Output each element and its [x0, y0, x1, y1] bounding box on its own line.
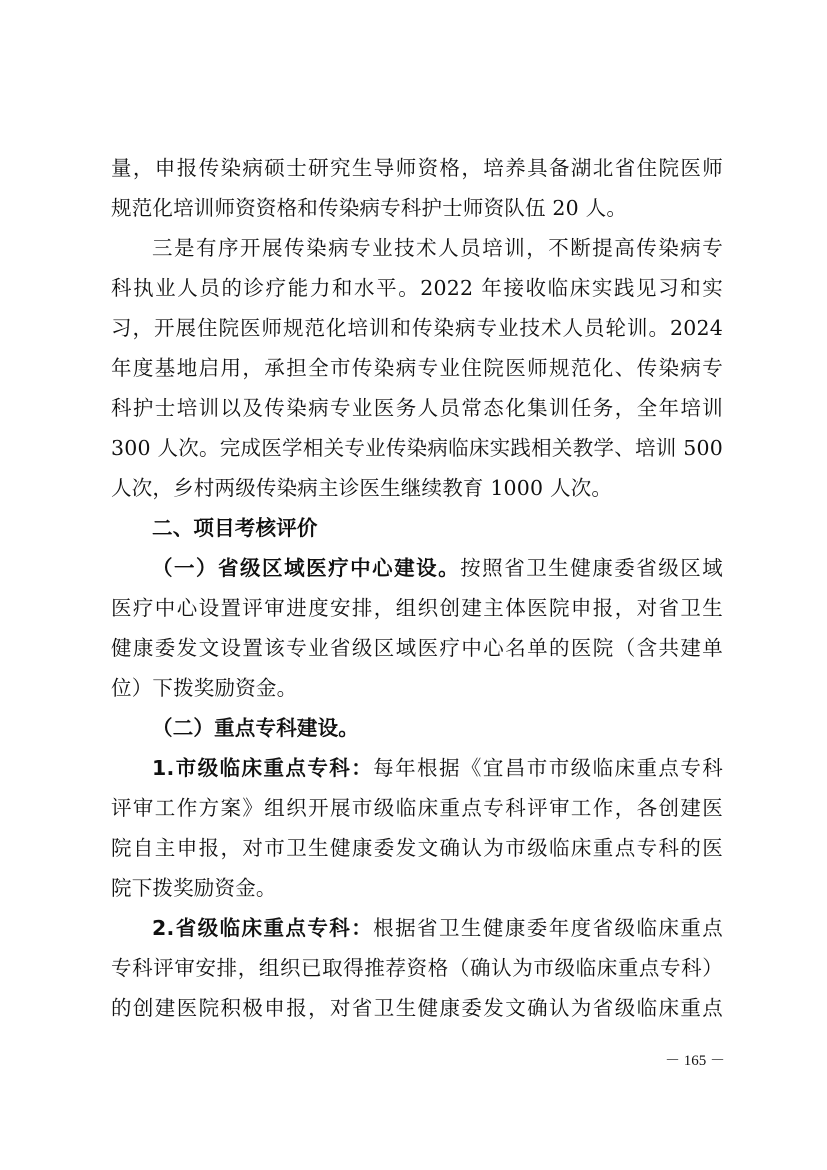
body-text: 每年根据《宜昌市市级临床重点专科	[373, 756, 723, 780]
body-text-line: 科执业人员的诊疗能力和水平。2022 年接收临床实践见习和实	[111, 276, 723, 300]
subsection-heading: （一）省级区域医疗中心建设。	[152, 556, 461, 580]
body-text-line: 的创建医院积极申报，对省卫生健康委发文确认为省级临床重点	[111, 996, 723, 1020]
subsection-line	[152, 714, 723, 742]
item-line	[152, 914, 723, 942]
body-text-line: 量，申报传染病硕士研究生导师资格，培养具备湖北省住院医师	[111, 156, 723, 180]
subsection-heading: （二）重点专科建设。	[152, 716, 359, 740]
body-text-line: 院下拨奖励资金。	[111, 876, 277, 900]
body-text-line: 评审工作方案》组织开展市级临床重点专科评审工作，各创建医	[111, 796, 723, 820]
body-text-line: 位）下拨奖励资金。	[111, 676, 298, 700]
body-text-line: 300 人次。完成医学相关专业传染病临床实践相关教学、培训 500	[111, 436, 723, 460]
body-text-line: 专科评审安排，组织已取得推荐资格（确认为市级临床重点专科）	[111, 956, 723, 980]
body-text-line: 院自主申报，对市卫生健康委发文确认为市级临床重点专科的医	[111, 836, 723, 860]
page-number: － 165 －	[664, 1053, 725, 1069]
section-heading: 二、项目考核评价	[152, 516, 318, 540]
item-heading: 2.省级临床重点专科：	[152, 916, 374, 940]
subsection-line	[152, 554, 723, 582]
body-text: 按照省卫生健康委省级区域	[460, 556, 723, 580]
body-text-line: 科护士培训以及传染病专业医务人员常态化集训任务，全年培训	[111, 396, 723, 420]
body-text-line: 健康委发文设置该专业省级区域医疗中心名单的医院（含共建单	[111, 636, 723, 660]
item-line	[152, 754, 723, 782]
body-text-line: 年度基地启用，承担全市传染病专业住院医师规范化、传染病专	[111, 356, 723, 380]
body-text-line: 三是有序开展传染病专业技术人员培训，不断提高传染病专	[152, 236, 723, 260]
body-text-line: 规范化培训师资资格和传染病专科护士师资队伍 20 人。	[111, 196, 628, 220]
item-heading: 1.市级临床重点专科：	[152, 756, 374, 780]
body-text-line: 医疗中心设置评审进度安排，组织创建主体医院申报，对省卫生	[111, 596, 723, 620]
body-text: 根据省卫生健康委年度省级临床重点	[373, 916, 723, 940]
body-text-line: 习，开展住院医师规范化培训和传染病专业技术人员轮训。2024	[111, 316, 723, 340]
body-text-line: 人次，乡村两级传染病主诊医生继续教育 1000 人次。	[111, 476, 613, 500]
